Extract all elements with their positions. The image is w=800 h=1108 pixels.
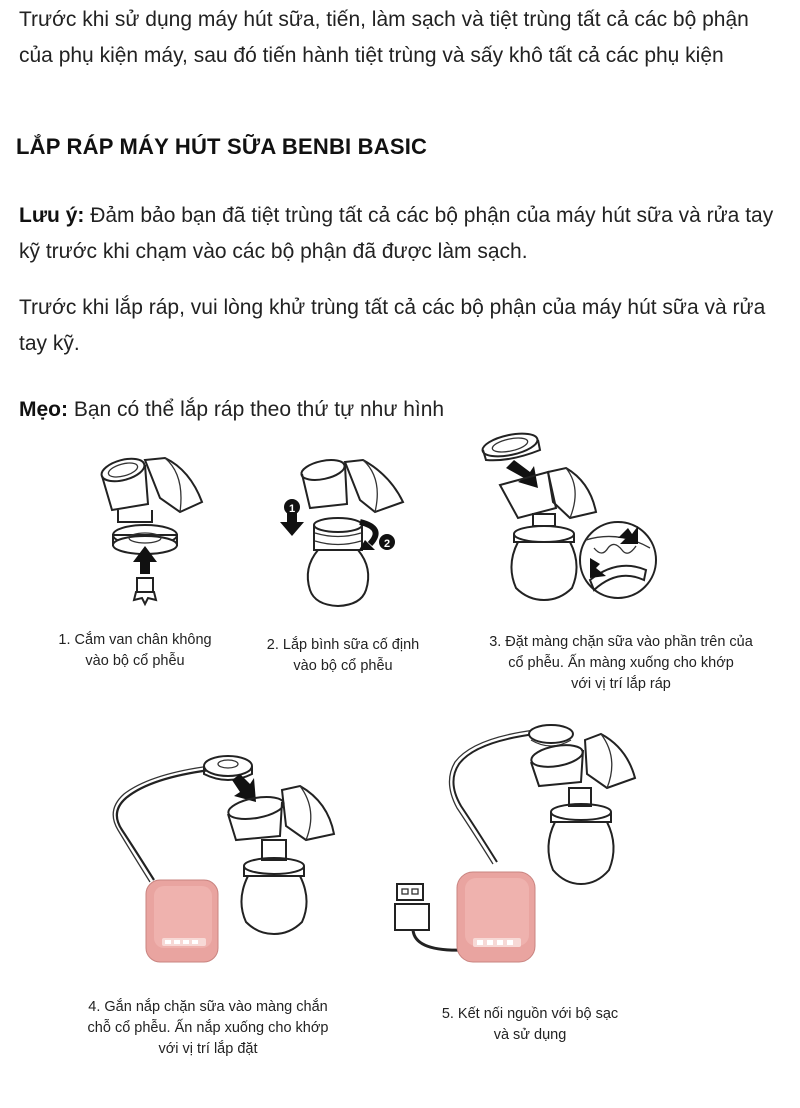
air-tube bbox=[113, 766, 210, 882]
step5-caption-line2: và sử dụng bbox=[493, 1027, 567, 1043]
tip-text: Bạn có thể lắp ráp theo thứ tự như hình bbox=[68, 398, 445, 421]
funnel-neck bbox=[300, 457, 347, 508]
step5-caption-line1: 5. Kết nối nguồn với bộ sạc bbox=[441, 1006, 619, 1022]
breast-shield-funnel bbox=[500, 468, 596, 518]
step1-caption-line1: 1. Cắm van chân không bbox=[58, 632, 212, 648]
silicone-cap bbox=[204, 756, 252, 780]
funnel-neck bbox=[99, 455, 148, 510]
step5-illustration bbox=[385, 712, 645, 972]
note-text: Đảm bảo bạn đã tiệt trùng tất cả các bộ phận của máy hút sữa và rửa tay kỹ trước khi chạm vào các bộ phận đã được làm sạch. bbox=[19, 204, 774, 263]
detail-zoom-circle bbox=[580, 522, 656, 598]
breast-shield-funnel bbox=[345, 460, 403, 512]
step2-caption-line1: 2. Lắp bình sữa cố định bbox=[266, 637, 420, 653]
step2-illustration bbox=[275, 450, 415, 615]
step3-caption-line2: cổ phễu. Ấn màng xuống cho khớp bbox=[508, 655, 734, 671]
intro-paragraph: Trước khi sử dụng máy hút sữa, tiến, làm sạch và tiệt trùng tất cả các bộ phận của phụ kiện máy, sau đó tiến hành tiệt trùng và sấy khô tất cả các phụ kiện bbox=[19, 8, 749, 67]
step4-caption-line2: chỗ cổ phễu. Ấn nắp xuống cho khớp bbox=[87, 1020, 329, 1036]
step4-caption bbox=[48, 997, 368, 1060]
bottle bbox=[241, 840, 306, 934]
usb-plug bbox=[395, 884, 465, 950]
note-label: Lưu ý: bbox=[19, 204, 85, 227]
bottle bbox=[548, 788, 613, 884]
down-arrow bbox=[506, 460, 538, 488]
bottle bbox=[511, 514, 576, 600]
bottle-collar bbox=[314, 518, 362, 550]
down-arrow-marker-1 bbox=[280, 499, 304, 536]
rotate-arrow-marker-2 bbox=[359, 522, 395, 550]
assembled-pump-head bbox=[529, 725, 635, 788]
step4-caption-line3: với vị trí lắp đặt bbox=[158, 1041, 258, 1057]
section-heading: LẮP RÁP MÁY HÚT SỮA BENBI BASIC bbox=[16, 134, 428, 159]
step3-caption-line1: 3. Đặt màng chặn sữa vào phần trên của bbox=[489, 634, 753, 650]
breast-shield-funnel bbox=[145, 458, 202, 512]
step2-caption-line2: vào bộ cổ phễu bbox=[293, 658, 393, 674]
air-tube bbox=[449, 730, 535, 864]
marker-2-label: 2 bbox=[383, 538, 391, 550]
step3-illustration bbox=[478, 430, 658, 610]
bottle bbox=[308, 550, 368, 606]
step3-caption-line3: với vị trí lắp ráp bbox=[571, 676, 671, 692]
step1-illustration bbox=[90, 440, 210, 610]
step1-caption bbox=[30, 630, 240, 672]
step5-caption bbox=[405, 1004, 655, 1046]
before-paragraph: Trước khi lắp ráp, vui lòng khử trùng tất cả các bộ phận của máy hút sữa và rửa tay kỹ. bbox=[19, 296, 766, 355]
step3-caption bbox=[460, 632, 782, 695]
membrane bbox=[481, 430, 540, 461]
pump-motor-unit bbox=[146, 880, 218, 962]
vacuum-valve bbox=[134, 578, 156, 604]
step4-illustration bbox=[110, 730, 350, 990]
marker-1-label: 1 bbox=[288, 503, 296, 515]
tip-label: Mẹo: bbox=[19, 398, 68, 421]
note-paragraph bbox=[19, 198, 779, 270]
tip-paragraph bbox=[19, 392, 779, 428]
step2-caption bbox=[243, 635, 443, 677]
step4-caption-line1: 4. Gắn nắp chặn sữa vào màng chắn bbox=[88, 999, 328, 1015]
pump-motor-unit bbox=[457, 872, 535, 962]
step1-caption-line2: vào bộ cổ phễu bbox=[85, 653, 185, 669]
